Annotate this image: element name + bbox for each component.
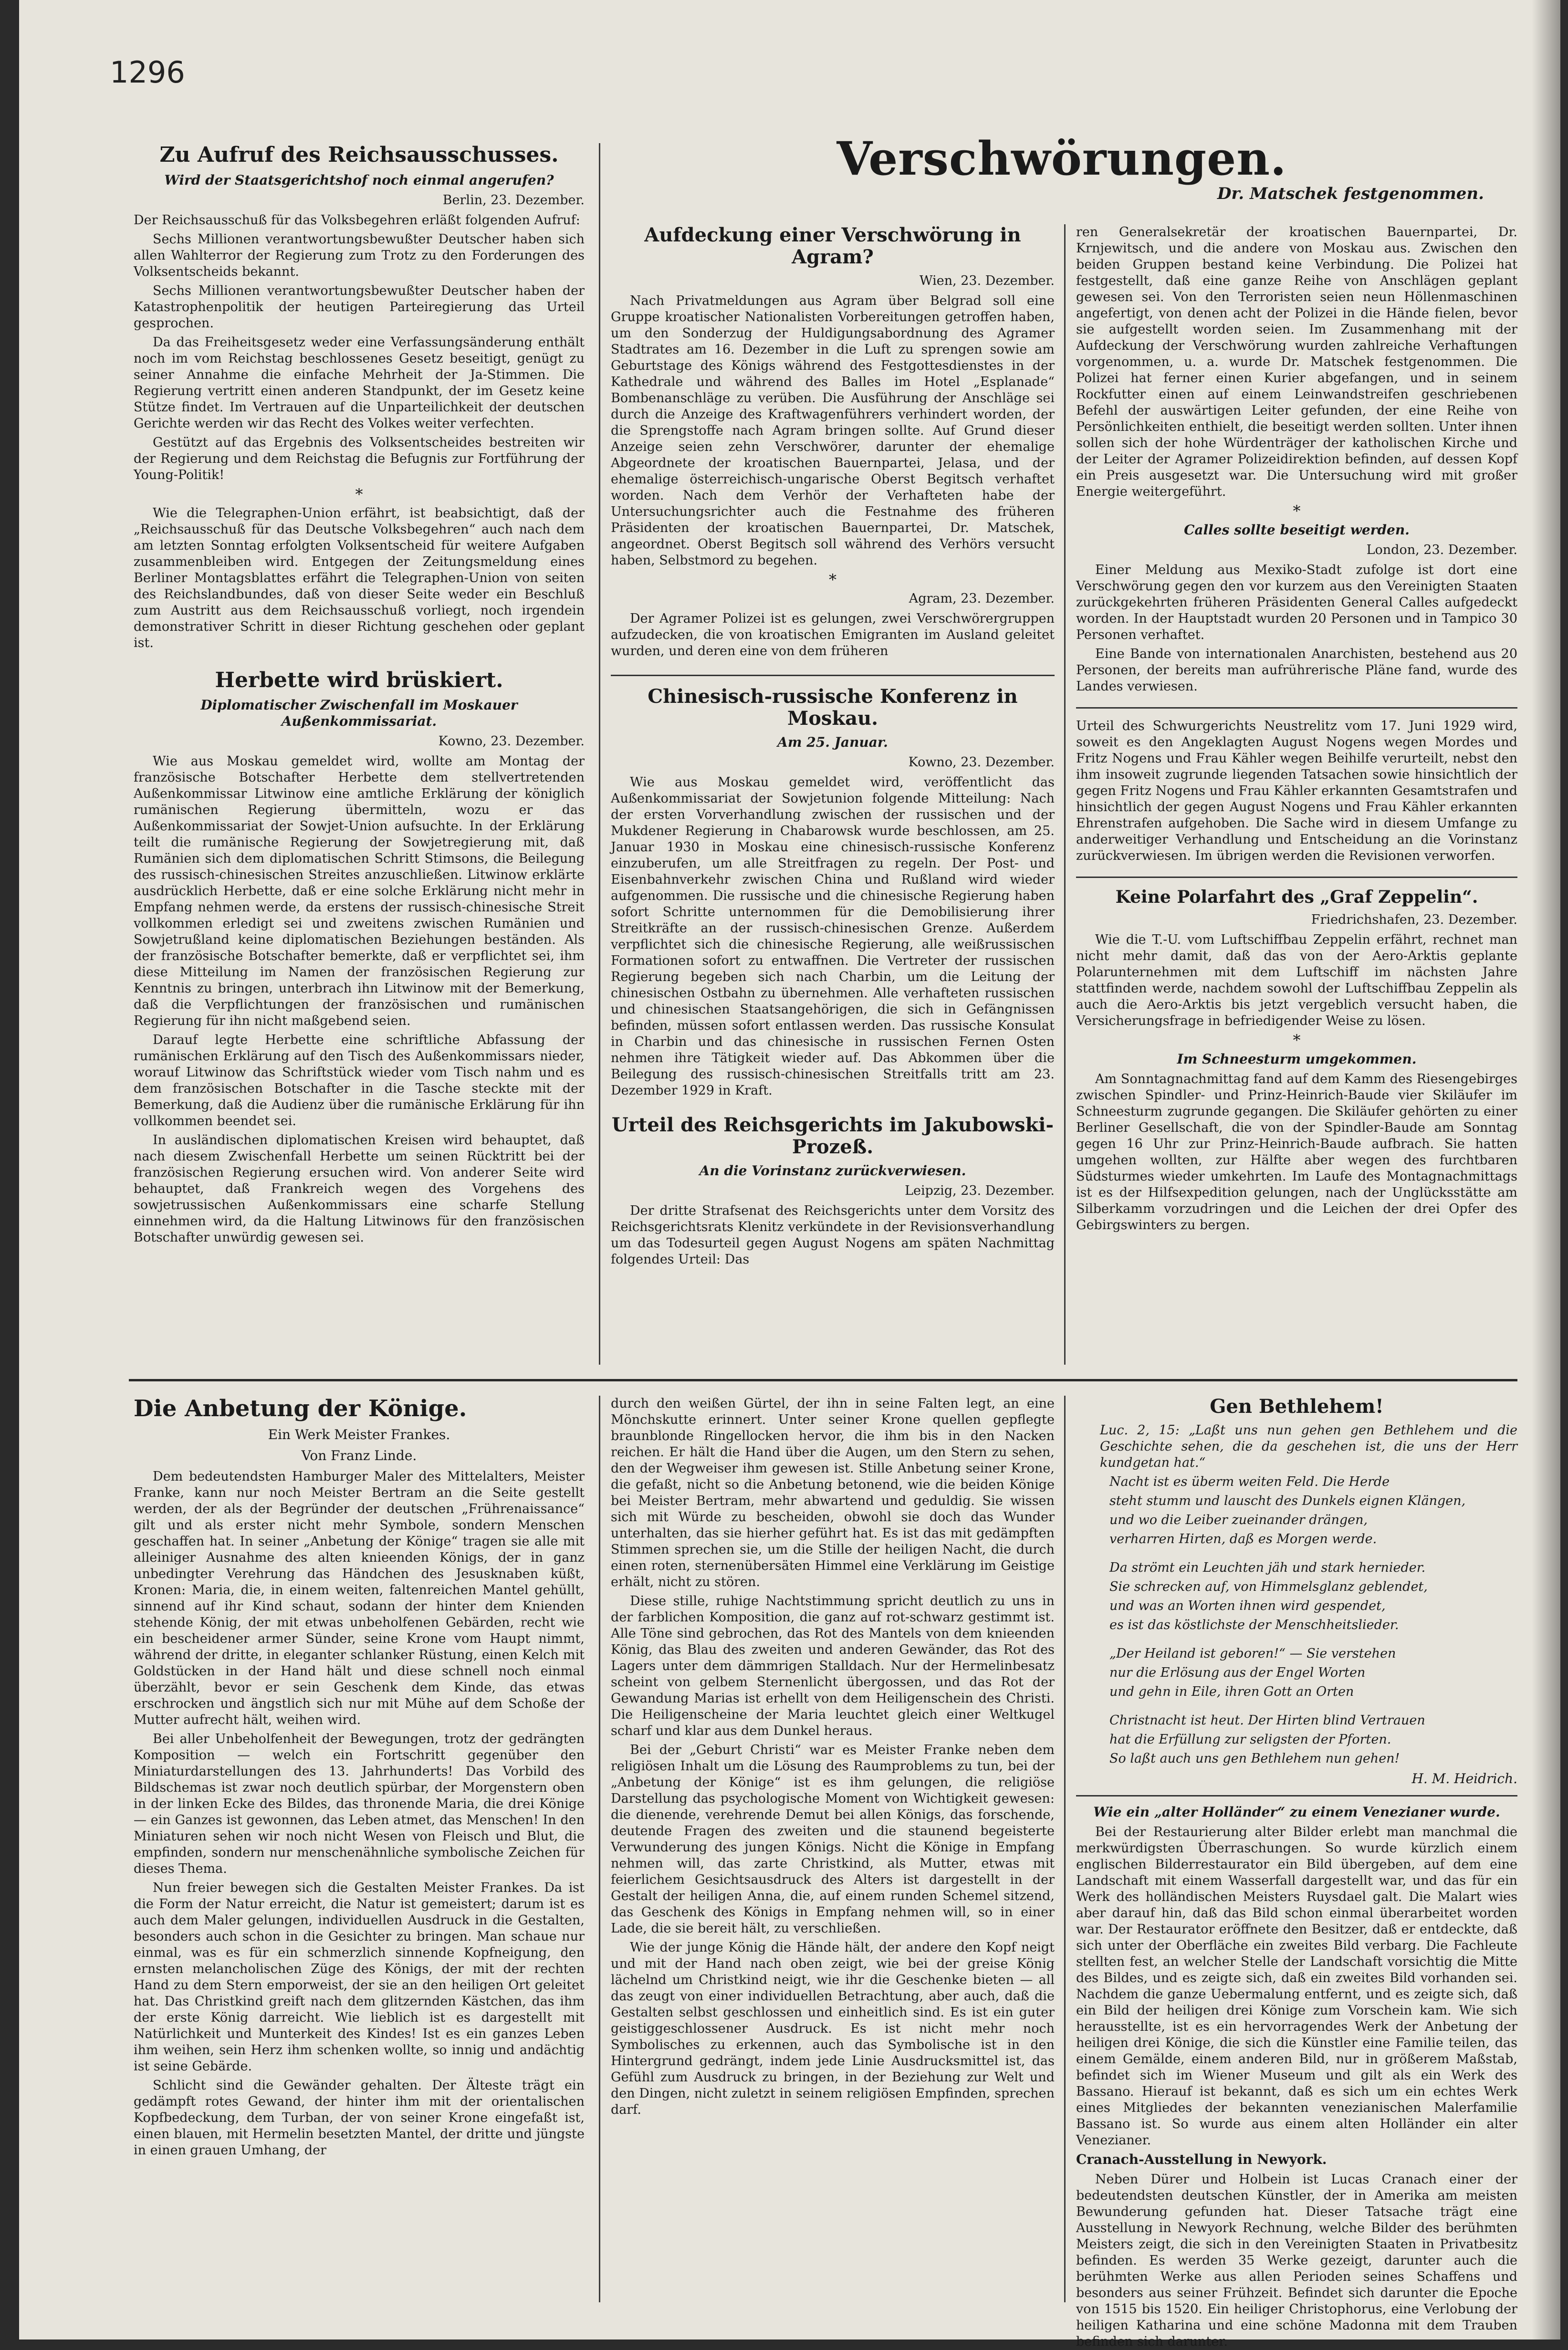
paragraph: Wie aus Moskau gemeldet wird, veröffentlicht das Außenkommissariat der Sowjetunion folgende Mitteilung: Nach der ersten Vorverhandlung zwischen der russischen und der Mukdener Regierung in Chabarowsk wurde beschlossen, am 25. Januar 1930 in Moskau eine chinesisch-russische Konferenz einzuberufen, um alle Streitfragen zu regeln. Der Post- und Eisenbahnverkehr zwischen China und Rußland wird wieder aufgenommen. Die russische und die chinesische Regierung haben sofort Schritte unternommen für die Demobilisierung ihrer Streitkräfte an der russisch-chinesischen Grenze. Außerdem verpflichtet sich die chinesische Regierung, alle weißrussischen Formationen sofort zu entwaffnen. Die Vertreter der russischen Regierung begeben sich nach Charbin, um die Leitung der chinesischen Ostbahn zu übernehmen. Alle verhafteten russischen und chinesischen Staatsangehörigen, die sich in Gefängnissen befinden, müssen sofort entlassen werden. Das russische Konsulat in Charbin und das chinesische in russischen Fernen Osten nehmen ihre Tätigkeit wieder auf. Das Abkommen über die Beilegung des russisch-chinesischen Streitfalls tritt am 23. Dezember 1929 in Kraft.	[611, 775, 1055, 1098]
headline-schneesturm: Im Schneesturm umgekommen.	[1177, 1051, 1417, 1067]
paragraph: Nun freier bewegen sich die Gestalten Meister Frankes. Da ist die Form der Natur erreicht, die Natur ist gemeistert; darum ist es auch dem Maler gelungen, individuellen Ausdruck in die Gestalten, besonders auch schon in die Gesichter zu bringen. Man schaue nur einmal, was es für ein schmerzlich sinnende Kopfneigung, den ernsten melancholischen Züge des Königs, der mit der rechten Hand zu dem Stern emporweist, der sie an den heiligen Ort geleitet hat. Das Christkind greift nach dem glitzernden Kästchen, das ihm der erste König darreicht. Wie lieblich ist es dargestellt mit Natürlichkeit und Munterkeit des Kindes! Ist es ein ganzes Leben ihm weihen, sein Herz ihm schenken wollte, so innig und andächtig ist seine Gebärde.	[134, 1880, 585, 2074]
poem-line	[1109, 1636, 1517, 1643]
paragraph: durch den weißen Gürtel, der ihn in seine Falten legt, an eine Mönchskutte erinnert. Unter seiner Krone quellen gepflegte braunblonde Ringellocken hervor, die ihm bis in den Nacken reichen. Er hält die Hand über die Augen, um den Stern zu sehen, den der Wegweiser ihm gewesen ist. Stille Anbetung seiner Krone, die gefaßt, nicht so die Anbetung betonend, wie die beiden Könige bei Meister Bertram, mehr abwartend und geduldig. Sie wissen sich mit Würde zu bescheiden, obwohl sie doch das Wunder unterhalten, das sie hierher geführt hat. Es ist das mit gedämpften Stimmen sprechen sie, um die Stille der heiligen Nacht, die durch einen roten, sternenübersäten Himmel eine Verklärung im Geistige erhält, nicht zu stören.	[611, 1396, 1055, 1589]
paragraph: Wie die Telegraphen-Union erfährt, ist beabsichtigt, daß der „Reichsausschuß für das Deutsche Volksbegehren“ auch nach dem am letzten Sonntag erfolgten Volksentscheid für weitere Aufgaben zusammenbleiben wird. Entgegen der Zeitungsmeldung eines Berliner Montagsblattes erfährt die Telegraphen-Union von seiten des Reichslandbundes, daß von dieser Seite weder ein Beschluß zum Austritt aus dem Reichsausschuß vorliegt, noch irgendein demonstrativer Schritt in dieser Richtung geschehen oder geplant ist.	[134, 505, 585, 650]
column-separator	[1064, 1396, 1066, 2302]
headline-bethlehem: Gen Bethlehem!	[1210, 1395, 1384, 1418]
headline-konferenz: Chinesisch-russische Konferenz in Moskau.	[648, 685, 1018, 730]
article-separator	[1076, 1790, 1517, 1796]
section-divider-asterisk: *	[355, 485, 363, 503]
headline-cranach: Cranach-Ausstellung in Newyork.	[1076, 2152, 1327, 2167]
dateline-herbette: Kowno, 23. Dezember.	[438, 734, 585, 749]
poem-line: es ist das köstlichste der Menschheitslieder.	[1109, 1618, 1399, 1632]
paragraph: ren Generalsekretär der kroatischen Bauernpartei, Dr. Krnjewitsch, und die andere von Moskau aus. Zwischen den beiden Gruppen bestand keine Verbindung. Die Polizei hat festgestellt, daß eine ganze Reihe von Anschlägen geplant gewesen sei. Von den Terroristen seien neun Höllenmaschinen angefertigt, von denen acht der Polizei in die Hände fielen, bevor sie aufgestellt worden seien. Im Zusammenhang mit der Aufdeckung der Verschwörung wurden zahlreiche Verhaftungen vorgenommen, u. a. wurde Dr. Matschek festgenommen. Die Polizei hat ferner einen Kurier abgefangen, und in seinem Rockfutter einen auf einem Leinwandstreifen geschriebenen Befehl der auswärtigen Leiter gefunden, der eine Reihe von Persönlichkeiten enthielt, die beseitigt werden sollten. Unter ihnen sollen sich der hohe Würdenträger der katholischen Kirche und der Leiter der Agramer Polizeidirektion befinden, auf dessen Kopf ein Preis ausgesetzt war. Die Untersuchung wird mit großer Energie weitergeführt.	[1076, 225, 1517, 499]
dateline-wien: Wien, 23. Dezember.	[919, 273, 1055, 288]
headline-hollaender: Wie ein „alter Holländer“ zu einem Venezianer wurde.	[1093, 1804, 1500, 1820]
subtitle-konferenz: Am 25. Januar.	[777, 734, 888, 750]
paragraph: Darauf legte Herbette eine schriftliche Abfassung der rumänischen Erklärung auf den Tisch des Außenkommissars nieder, worauf Litwinow das Schriftstück wieder vom Tisch nahm und es dem französischen Botschafter in die Tasche steckte mit der Bemerkung, daß die Audienz über die rumänische Erklärung für ihn vollkommen beendet sei.	[134, 1033, 585, 1129]
paragraph: Der Agramer Polizei ist es gelungen, zwei Verschwörergruppen aufzudecken, die von kroatischen Emigranten im Ausland geleitet wurden, und deren eine von dem früheren	[611, 611, 1055, 658]
column-separator	[1064, 224, 1066, 1365]
headline-reichsgericht: Urteil des Reichsgerichts im Jakubowski-Prozeß.	[611, 1114, 1054, 1158]
column-3	[1076, 224, 1517, 1365]
poem-line	[1109, 1703, 1517, 1710]
dateline-kowno: Kowno, 23. Dezember.	[908, 755, 1055, 770]
subtitle-reichsgericht: An die Vorinstanz zurückverwiesen.	[699, 1163, 966, 1179]
paragraph: Nach Privatmeldungen aus Agram über Belgrad soll eine Gruppe kroatischer Nationalisten Vorbereitungen getroffen haben, um den Sonderzug der Huldigungsabordnung des Agramer Stadtrates am 16. Dezember in die Luft zu sprengen sowie am Geburtstage des Königs während des Festgottesdienstes in der Kathedrale und während des Balles im Hotel „Esplanade“ Bombenanschläge zu verüben. Die Ausführung der Anschläge sei durch die Anzeige des Kraftwagenführers verhindert worden, der die Sprengstoffe nach Agram bringen sollte. Auf Grund dieser Anzeige seien zehn Verschwörer, darunter der ehemalige Abgeordnete der kroatischen Bauernpartei, Jelasa, und der ehemalige österreichisch-ungarische Oberst Begitsch verhaftet worden. Nach dem Verhör der Verhafteten habe der Untersuchungsrichter auch die Festnahme des früheren Präsidenten der kroatischen Bauernpartei, Dr. Matschek, angeordnet. Oberst Begitsch soll während des Verhörs versucht haben, Selbstmord zu begehen.	[611, 293, 1055, 568]
paragraph: Sechs Millionen verantwortungsbewußter Deutscher haben sich allen Wahlterror der Regierung zum Trotz zu den Forderungen des Volksentscheids bekannt.	[134, 231, 585, 279]
paragraph: Der Reichsausschuß für das Volksbegehren erläßt folgenden Aufruf:	[134, 212, 580, 228]
paragraph: Dem bedeutendsten Hamburger Maler des Mittelalters, Meister Franke, kann nur noch Meister Bertram an die Seite gestellt werden, der als der Begründer der deutschen „Frührenaissance“ gilt und als erster nicht mehr Symbole, sondern Menschen geschaffen hat. In seiner „Anbetung der Könige“ tragen sie alle mit alleiniger Ausnahme des alten knieenden Königs, der in ganz unbedingter Verehrung das Händchen des Jesusknaben küßt, Kronen: Maria, die, in einem weiten, faltenreichen Mantel gehüllt, sinnend auf ihr Kind schaut, sodann der hinter dem Knienden stehende König, der mit etwas unbeholfenen Gebärden, recht wie ein bescheidener armer Sünder, seine Krone vom Haupt nimmt, während der dritte, in eleganter schlanker Rüstung, einen Kelch mit Goldstücken in der Hand hält und diese schnell noch einmal überzählt, bevor er sein Geschenk dem Kinde, das etwas erschrocken und ängstlich sich nur mit Mühe auf dem Schoße der Mutter aufrecht hält, weihen wird.	[134, 1469, 585, 1728]
subtitle-matschek: Dr. Matschek festgenommen.	[1217, 184, 1484, 203]
article-separator	[611, 662, 1055, 676]
headline-agram: Aufdeckung einer Verschwörung in Agram?	[644, 224, 1021, 268]
poem-line: nur die Erlösung aus der Engel Worten	[1109, 1665, 1366, 1680]
paragraph: Wie der junge König die Hände hält, der andere den Kopf neigt und mit der Hand nach oben zeigt, wie bei der greise König lächelnd um Christkind neigt, wie ihr die Geschenke bieten — all das zeugt von einer individuellen Betrachtung, aber auch, daß die Gestalten selbst geschlossen und einheitlich sind. Es ist ein guter geistiggeschlossener Ausdruck. Es ist nicht mehr noch Symbolisches zu erkennen, auch das Symbolische ist in den Hintergrund gedrängt, indem jede Linie Ausdrucksmittel ist, das Gefühl zum Ausdruck zu bringen, in der Beziehung zur Welt und den Dingen, nicht zuletzt in seinem religiösen Empfinden, sprechen darf.	[611, 1940, 1055, 2117]
paragraph: Bei der Restaurierung alter Bilder erlebt man manchmal die merkwürdigsten Überraschungen. So wurde kürzlich einem englischen Bilderrestaurator ein Bild übergeben, auf dem eine Landschaft mit einem Wasserfall dargestellt war, und das für ein Werk des holländischen Meisters Ruysdael galt. Die Malart wies aber darauf hin, daß das Bild schon einmal überarbeitet worden war. Der Restaurator eröffnete den Besitzer, daß er entdeckte, daß sich unter der Oberfläche ein zweites Bild verbarg. Die Fachleute stellten fest, an welcher Stelle der Landschaft vorsichtig die Mitte des Bildes, und es zeigte sich, daß ein zweites Bild vorhanden sei. Nachdem die ganze Uebermalung entfernt, und es zeigte sich, daß ein Bild der heiligen drei Könige zum Vorschein kam. Wie sich herausstellte, ist es ein hervorragendes Werk der Anbetung der heiligen drei Könige, die sich die Künstler eine Familie teilen, das einem Gemälde, einem anderen Bild, nur in größerem Maßstab, befindet sich im Wiener Museum und gilt als ein Werk des Bassano. Hierauf ist bekannt, daß es sich um ein echtes Werk eines Mitgliedes der bekannten venezianischen Malerfamilie Bassano ist. So wurde aus einem alten Holländer ein alter Venezianer.	[1076, 1825, 1517, 2148]
poem-line: hat die Erfüllung zur seligsten der Pforten.	[1109, 1732, 1391, 1747]
paragraph: Urteil des Schwurgerichts Neustrelitz vom 17. Juni 1929 wird, soweit es den Angeklagten August Nogens wegen Mordes und Fritz Nogens und Frau Kähler wegen Beihilfe verurteilt, nebst den ihm insoweit zugrunde liegenden Tatsachen sowie hinsichtlich der gegen Fritz Nogens und Frau Kähler erkannten Gesamtstrafen und hinsichtlich der gegen August Nogens und Frau Kähler erkannten Ehrenstrafen aufgehoben. Die Sache wird in diesem Umfange zu anderweitiger Verhandlung und Entscheidung an die Vorinstanz zurückverwiesen. Im übrigen werden die Revisionen verworfen.	[1076, 719, 1517, 863]
headline-calles: Calles sollte beseitigt werden.	[1184, 522, 1410, 538]
paragraph: Sechs Millionen verantwortungsbewußter Deutscher haben der Katastrophenpolitik der heutigen Parteiregierung das Urteil gesprochen.	[134, 283, 585, 331]
page-edge-shadow	[1532, 0, 1560, 2340]
paragraph: Diese stille, ruhige Nachtstimmung spricht deutlich zu uns in der farblichen Komposition, die ganz auf rot-schwarz gestimmt ist. Alle Töne sind gebrochen, das Rot des Mantels von dem knieenden König, das Blau des zweiten und anderen Gewänder, das Rot des Lagers unter dem dämmrigen Stalldach. Nur der Hermelinbesatz scheint von gelbem Sternenlicht übergossen, und das Rot der Gewandung Marias ist erhellt von dem Heiligenschein des Christi. Die Heiligenscheine der Maria leuchtet gleich einer Weltkugel scharf und klar aus dem Dunkel heraus.	[611, 1594, 1055, 1738]
poem-line: Christnacht ist heut. Der Hirten blind Vertrauen	[1109, 1713, 1425, 1728]
poem-line: So laßt auch uns gen Bethlehem nun gehen!	[1109, 1751, 1400, 1766]
newspaper-page	[19, 0, 1560, 2349]
paragraph: Wie die T.-U. vom Luftschiffbau Zeppelin erfährt, rechnet man nicht mehr damit, daß das von der Aero-Arktis geplante Polarunternehmen mit dem Luftschiff im nächsten Jahre stattfinden werde, nachdem sowohl der Luftschiffbau Zeppelin als auch die Aero-Arktis bis jetzt vergeblich versucht haben, die Versicherungsfrage in befriedigender Weise zu lösen.	[1076, 932, 1517, 1029]
headline-aufruf: Zu Aufruf des Reichsausschusses.	[159, 143, 559, 167]
column-2	[611, 224, 1055, 1365]
dateline-leipzig: Leipzig, 23. Dezember.	[905, 1183, 1055, 1198]
paragraph: Wie aus Moskau gemeldet wird, wollte am Montag der französische Botschafter Herbette dem stellvertretenden Außenkommissar Litwinow eine amtliche Erklärung der königlich rumänischen Regierung übermitteln, wozu er das Außenkommissariat der Sowjet-Union aufsuchte. In der Erklärung teilt die rumänische Regierung der Sowjetregierung mit, daß Rumänien sich dem diplomatischen Schritt Stimsons, die Beilegung des russisch-chinesischen Streites anzuschließen. Litwinow erklärte ausdrücklich Herbette, daß er eine solche Erklärung nicht mehr in Empfang nehmen werde, da erstens der russisch-chinesische Streit vollkommen erledigt sei und zweitens zwischen Rumänien und Sowjetrußland keine diplomatischen Beziehungen beständen. Als der französische Botschafter bemerkte, daß er verpflichtet sei, ihm diese Mitteilung im Namen der französischen Regierung zur Kenntnis zu bringen, unterbrach ihn Litwinow mit der Bemerkung, daß die Verpflichtungen der französischen und rumänischen Regierung für ihn nicht maßgebend seien.	[134, 754, 585, 1029]
poem-line: und was an Worten ihnen wird gespendet,	[1109, 1598, 1386, 1613]
headline-herbette: Herbette wird brüskiert.	[215, 668, 503, 692]
paragraph: Eine Bande von internationalen Anarchisten, bestehend aus 20 Personen, der bereits man aufrührerische Pläne fand, wurde des Landes verwiesen.	[1076, 647, 1517, 694]
paragraph: Schlicht sind die Gewänder gehalten. Der Älteste trägt ein gedämpft rotes Gewand, der hinter ihm mit der orientalischen Kopfbedeckung, dem Turban, der von seiner Krone eingefaßt ist, einen blauen, mit Hermelin besetzten Mantel, der dritte und jüngste in einen grauen Umhang, der	[134, 2078, 585, 2158]
poem-line: Nacht ist es überm weiten Feld. Die Herde	[1109, 1474, 1390, 1489]
article-separator	[1076, 698, 1517, 709]
dateline-agram: Agram, 23. Dezember.	[909, 591, 1055, 606]
section-divider-asterisk: *	[1293, 1031, 1301, 1050]
poem-line: „Der Heiland ist geboren!“ — Sie verstehen	[1109, 1646, 1396, 1661]
page-number: 1296	[110, 55, 185, 90]
poem-line: steht stumm und lauscht des Dunkels eignen Klängen,	[1109, 1494, 1466, 1508]
dateline-aufruf: Berlin, 23. Dezember.	[442, 192, 585, 208]
paragraph: Da das Freiheitsgesetz weder eine Verfassungsänderung enthält noch im vom Reichstag beschlossenes Gesetz beseitigt, genügt zu seiner Annahme die einfache Mehrheit der Ja-Stimmen. Die Regierung vertritt einen anderen Standpunkt, der im Gesetz keine Stütze findet. Im Vertrauen auf die Unparteilichkeit der deutschen Gerichte werden wir das Recht des Volkes weiter verfechten.	[134, 334, 585, 431]
feuilleton-column-2	[611, 1396, 1055, 2302]
poem-epigraph: Luc. 2, 15: „Laßt uns nun gehen gen Bethlehem und die Geschichte sehen, die da geschehen ist, die uns der Herr kundgetan hat.“	[1100, 1423, 1517, 1470]
feuilleton-column-1	[134, 1396, 585, 2302]
paragraph: Einer Meldung aus Mexiko-Stadt zufolge ist dort eine Verschwörung gegen den vor kurzem aus den Vereinigten Staaten zurückgekehrten früheren Präsidenten General Calles aufgedeckt worden. In der Hauptstadt wurden 20 Personen und in Tampico 30 Personen verhaftet.	[1076, 563, 1517, 642]
feuilleton-rule	[129, 1379, 1517, 1381]
paragraph: Am Sonntagnachmittag fand auf dem Kamm des Riesengebirges zwischen Spindler- und Prinz-Heinrich-Baude vier Skiläufer im Schneesturm zugrunde gegangen. Die Skiläufer gehörten zu einer Berliner Gesellschaft, die von der Spindler-Baude am Sonntag gegen 16 Uhr zur Prinz-Heinrich-Baude aufbrach. Sie hatten umgehen wollten, zur Hälfte aber wegen des furchtbaren Südsturmes wieder umkehrten. Im Laufe des Montagnachmittags ist es der Hilfsexpedition gelungen, nach der Unglücksstätte am Silberkamm vorzudringen und die Leichen der drei Opfer des Gebirgswinters zu bergen.	[1076, 1072, 1517, 1233]
paragraph: In ausländischen diplomatischen Kreisen wird behauptet, daß nach diesem Zwischenfall Herbette um seinen Rücktritt bei der französischen Regierung ersuchen wird. Von anderer Seite wird behauptet, daß Frankreich wegen des Vorgehens des sowjetrussischen Außenkommissars eine scharfe Stellung einnehmen wird, da die Haltung Litwinows für den französischen Botschafter unwürdig gewesen sei.	[134, 1133, 585, 1245]
dateline-london: London, 23. Dezember.	[1366, 543, 1517, 557]
poem-signature: H. M. Heidrich.	[1411, 1771, 1517, 1786]
column-separator	[599, 1396, 600, 2302]
subtitle-aufruf: Wird der Staatsgerichtshof noch einmal angerufen?	[164, 172, 554, 188]
column-1	[134, 143, 585, 1365]
headline-zeppelin: Keine Polarfahrt des „Graf Zeppelin“.	[1115, 887, 1478, 907]
feuilleton-column-3	[1076, 1395, 1517, 2349]
paragraph: Gestützt auf das Ergebnis des Volksentscheides bestreiten wir der Regierung und dem Reichstag die Befugnis zur Fortführung der Young-Politik!	[134, 435, 585, 482]
paragraph: Bei aller Unbeholfenheit der Bewegungen, trotz der gedrängten Komposition — welch ein Fortschritt gegenüber den Miniaturdarstellungen des 13. Jahrhunderts! Das Vorbild des Bildschemas ist zwar noch deutlich spürbar, der Morgenstern oben in der linken Ecke des Bildes, das thronende Maria, die drei Könige — ein Ganzes ist gewonnen, das Leben atmet, das Menschen! In den Miniaturen sehen wir noch nicht Wesen von Fleisch und Blut, die empfinden, sondern nur menschenähnliche symbolische Zeichen für dieses Thema.	[134, 1732, 585, 1877]
poem-line	[1109, 1550, 1517, 1557]
paragraph: Bei der „Geburt Christi“ war es Meister Franke neben dem religiösen Inhalt um die Lösung des Raumproblems zu tun, bei der „Anbetung der Könige“ ist es ihm gelungen, die religiöse Darstellung das psychologische Moment von Wichtigkeit gewesen: die dienende, verehrende Demut bei allen Königs, das forschende, deutende Fragen des zweiten und die staunend begeisterte Verwunderung des jungen Königs. Nicht die Könige in Empfang nehmen will, das zarte Christkind, als Mutter, etwas mit feierlichem Gesichtsausdruck des Alters ist dargestellt in der Gestalt der heiligen Anna, die, auf einem runden Schemel sitzend, das Geschenk des Königs in Empfang nehmen will, so in einer Lade, die sie bereit hält, zu verschließen.	[611, 1743, 1055, 1936]
poem-line: Da strömt ein Leuchten jäh und stark hernieder.	[1109, 1560, 1426, 1575]
paragraph: Der dritte Strafsenat des Reichsgerichts unter dem Vorsitz des Reichsgerichtsrats Klenitz verkündete in der Revisionsverhandlung um das Todesurteil gegen August Nogens am späten Nachmittag folgendes Urteil: Das	[611, 1203, 1055, 1267]
poem-line: und gehn in Eile, ihren Gott an Orten	[1109, 1684, 1354, 1699]
author-anbetung: Von Franz Linde.	[301, 1448, 417, 1464]
section-divider-asterisk: *	[829, 571, 836, 589]
poem-line: verharren Hirten, daß es Morgen werde.	[1109, 1532, 1377, 1546]
section-divider-asterisk: *	[1293, 502, 1301, 520]
headline-verschwoerungen: Verschwörungen.	[836, 132, 1287, 186]
column-separator	[599, 143, 600, 1365]
subtitle-anbetung: Ein Werk Meister Frankes.	[268, 1427, 450, 1443]
poem-line: und wo die Leiber zueinander drängen,	[1109, 1513, 1368, 1527]
poem-line: Sie schrecken auf, von Himmelsglanz geblendet,	[1109, 1579, 1428, 1594]
headline-anbetung: Die Anbetung der Könige.	[134, 1395, 467, 1422]
article-separator	[1076, 867, 1517, 878]
paragraph: Neben Dürer und Holbein ist Lucas Cranach einer der bedeutendsten deutschen Künstler, der in Amerika am meisten Bewunderung gefunden hat. Dieser Tatsache trägt eine Ausstellung in Newyork Rechnung, welche Bilder des berühmten Meisters zeigt, die sich in den Vereinigten Staaten in Privatbesitz befinden. Es werden 35 Werke gezeigt, darunter auch die berühmten Werke aus allen Perioden seines Schaffens und besonders aus seiner Frühzeit. Befindet sich darunter die Epoche von 1515 bis 1520. Ein heiliger Christophorus, eine Verlobung der heiligen Katharina und eine schöne Madonna mit dem Trauben befinden sich darunter.	[1076, 2172, 1517, 2349]
subtitle-herbette: Diplomatischer Zwischenfall im Moskauer Außenkommissariat.	[200, 697, 518, 730]
dateline-friedrichshafen: Friedrichshafen, 23. Dezember.	[1311, 912, 1517, 928]
